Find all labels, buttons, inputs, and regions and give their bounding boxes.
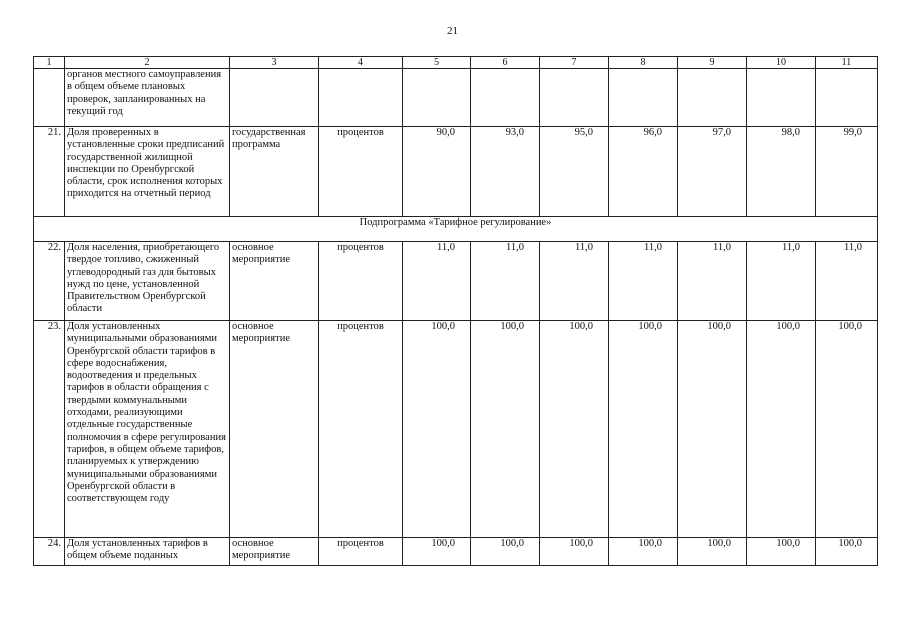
value-cell: 100,0 [678,321,747,538]
value-cell: 11,0 [609,242,678,321]
value-cell: 100,0 [816,321,878,538]
value-cell: 100,0 [403,321,471,538]
value-cell: 100,0 [540,321,609,538]
type-cell: основное мероприятие [230,538,319,566]
column-header: 1 [34,57,65,69]
value-cell: 100,0 [609,538,678,566]
column-header: 6 [471,57,540,69]
section-row [34,217,878,242]
column-header: 7 [540,57,609,69]
value-cell: 11,0 [403,242,471,321]
unit-cell: процентов [319,321,403,538]
value-cell: 11,0 [816,242,878,321]
value-cell: 100,0 [747,538,816,566]
table-row [34,242,878,321]
unit-cell: процентов [319,242,403,321]
value-cell: 98,0 [747,127,816,217]
indicator-cell: Доля установленных тарифов в общем объеме поданных [65,538,230,566]
row-number-cell: 21. [34,127,65,217]
table-row [34,127,878,217]
value-cell: 100,0 [471,321,540,538]
indicator-cell: Доля проверенных в установленные сроки предписаний государственной жилищной инспекции по Оренбургской области, срок исполнения которых приходится на отчетный период [65,127,230,217]
column-header: 3 [230,57,319,69]
table-row [34,321,878,538]
section-title: Подпрограмма «Тарифное регулирование» [34,217,878,242]
indicator-cell: Доля установленных муниципальными образованиями Оренбургской области тарифов в сфере водоснабжения, водоотведения и предельных тарифов в области обращения с твердыми коммунальными отходами, реализующими отдельные государственные полномочия в сфере регулирования тарифов, в общем объеме тарифов, планируемых к утверждению муниципальными образованиями Оренбургской области в соответствующем году [65,321,230,538]
page-number: 21 [447,25,458,37]
value-cell: 100,0 [471,538,540,566]
column-header: 10 [747,57,816,69]
row-number-cell: 24. [34,538,65,566]
value-cell: 95,0 [540,127,609,217]
row-number-cell: 23. [34,321,65,538]
value-cell: 100,0 [540,538,609,566]
indicators-table [33,56,878,566]
table-row [34,69,878,127]
column-header: 9 [678,57,747,69]
value-cell: 93,0 [471,127,540,217]
value-cell: 100,0 [403,538,471,566]
column-header: 5 [403,57,471,69]
value-cell: 100,0 [816,538,878,566]
row-number-cell [34,69,65,127]
value-cell: 11,0 [471,242,540,321]
column-header: 2 [65,57,230,69]
value-cell: 100,0 [678,538,747,566]
indicator-cell: органов местного самоуправления в общем объеме плановых проверок, запланированных на текущий год [65,69,230,127]
value-cell: 100,0 [609,321,678,538]
value-cell: 11,0 [747,242,816,321]
type-cell: государственная программа [230,127,319,217]
column-header: 4 [319,57,403,69]
row-number-cell: 22. [34,242,65,321]
unit-cell: процентов [319,127,403,217]
table-row [34,538,878,566]
value-cell: 90,0 [403,127,471,217]
type-cell: основное мероприятие [230,321,319,538]
type-cell: основное мероприятие [230,242,319,321]
unit-cell: процентов [319,538,403,566]
column-header: 8 [609,57,678,69]
value-cell: 100,0 [747,321,816,538]
header-row [34,57,878,69]
value-cell: 96,0 [609,127,678,217]
column-header: 11 [816,57,878,69]
value-cell: 11,0 [540,242,609,321]
indicator-cell: Доля населения, приобретающего твердое топливо, сжиженный углеводородный газ для бытовых нужд по цене, установленной Правительством Оренбургской области [65,242,230,321]
value-cell: 11,0 [678,242,747,321]
value-cell: 99,0 [816,127,878,217]
value-cell: 97,0 [678,127,747,217]
